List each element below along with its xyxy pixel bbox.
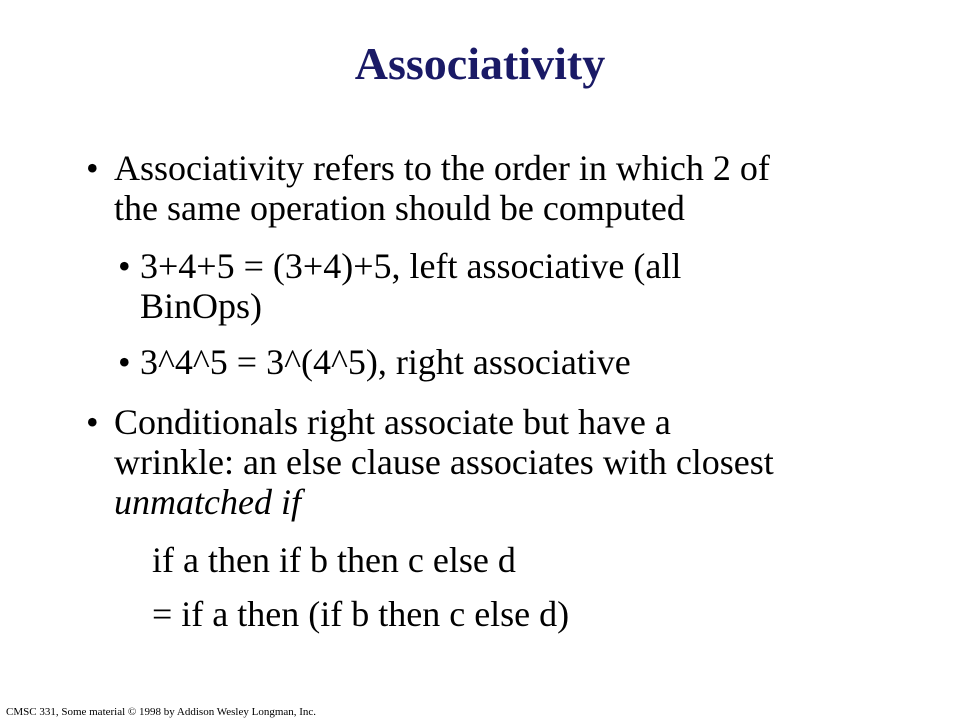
bullet-item-conditionals	[86, 402, 946, 522]
bullet-glyph: •	[118, 246, 131, 286]
bullet-glyph: •	[86, 402, 99, 442]
bullet-glyph: •	[118, 342, 131, 382]
bullet-glyph: •	[86, 148, 99, 188]
code-example-line: if a then if b then c else d	[152, 540, 516, 580]
slide-title: Associativity	[354, 38, 606, 89]
bullet-text-line: BinOps)	[140, 286, 263, 326]
bullet-text-line: Conditionals right associate but have a	[114, 402, 671, 442]
bullet-text-line: 3^4^5 = 3^(4^5), right associative	[140, 342, 631, 382]
bullet-text-line: 3+4+5 = (3+4)+5, left associative (all	[140, 246, 682, 286]
bullet-item-right-associative	[118, 342, 938, 382]
bullet-item-associativity	[86, 148, 946, 228]
footer-copyright: CMSC 331, Some material © 1998 by Addison Wesley Longman, Inc.	[6, 706, 317, 718]
bullet-item-left-associative	[118, 246, 938, 326]
bullet-text-emphasis: unmatched if	[114, 482, 301, 522]
bullet-text-line: wrinkle: an else clause associates with closest	[114, 442, 774, 482]
code-example-line: = if a then (if b then c else d)	[152, 594, 570, 634]
bullet-text-line: Associativity refers to the order in which 2 of	[114, 148, 770, 188]
bullet-text-line: the same operation should be computed	[114, 188, 685, 228]
